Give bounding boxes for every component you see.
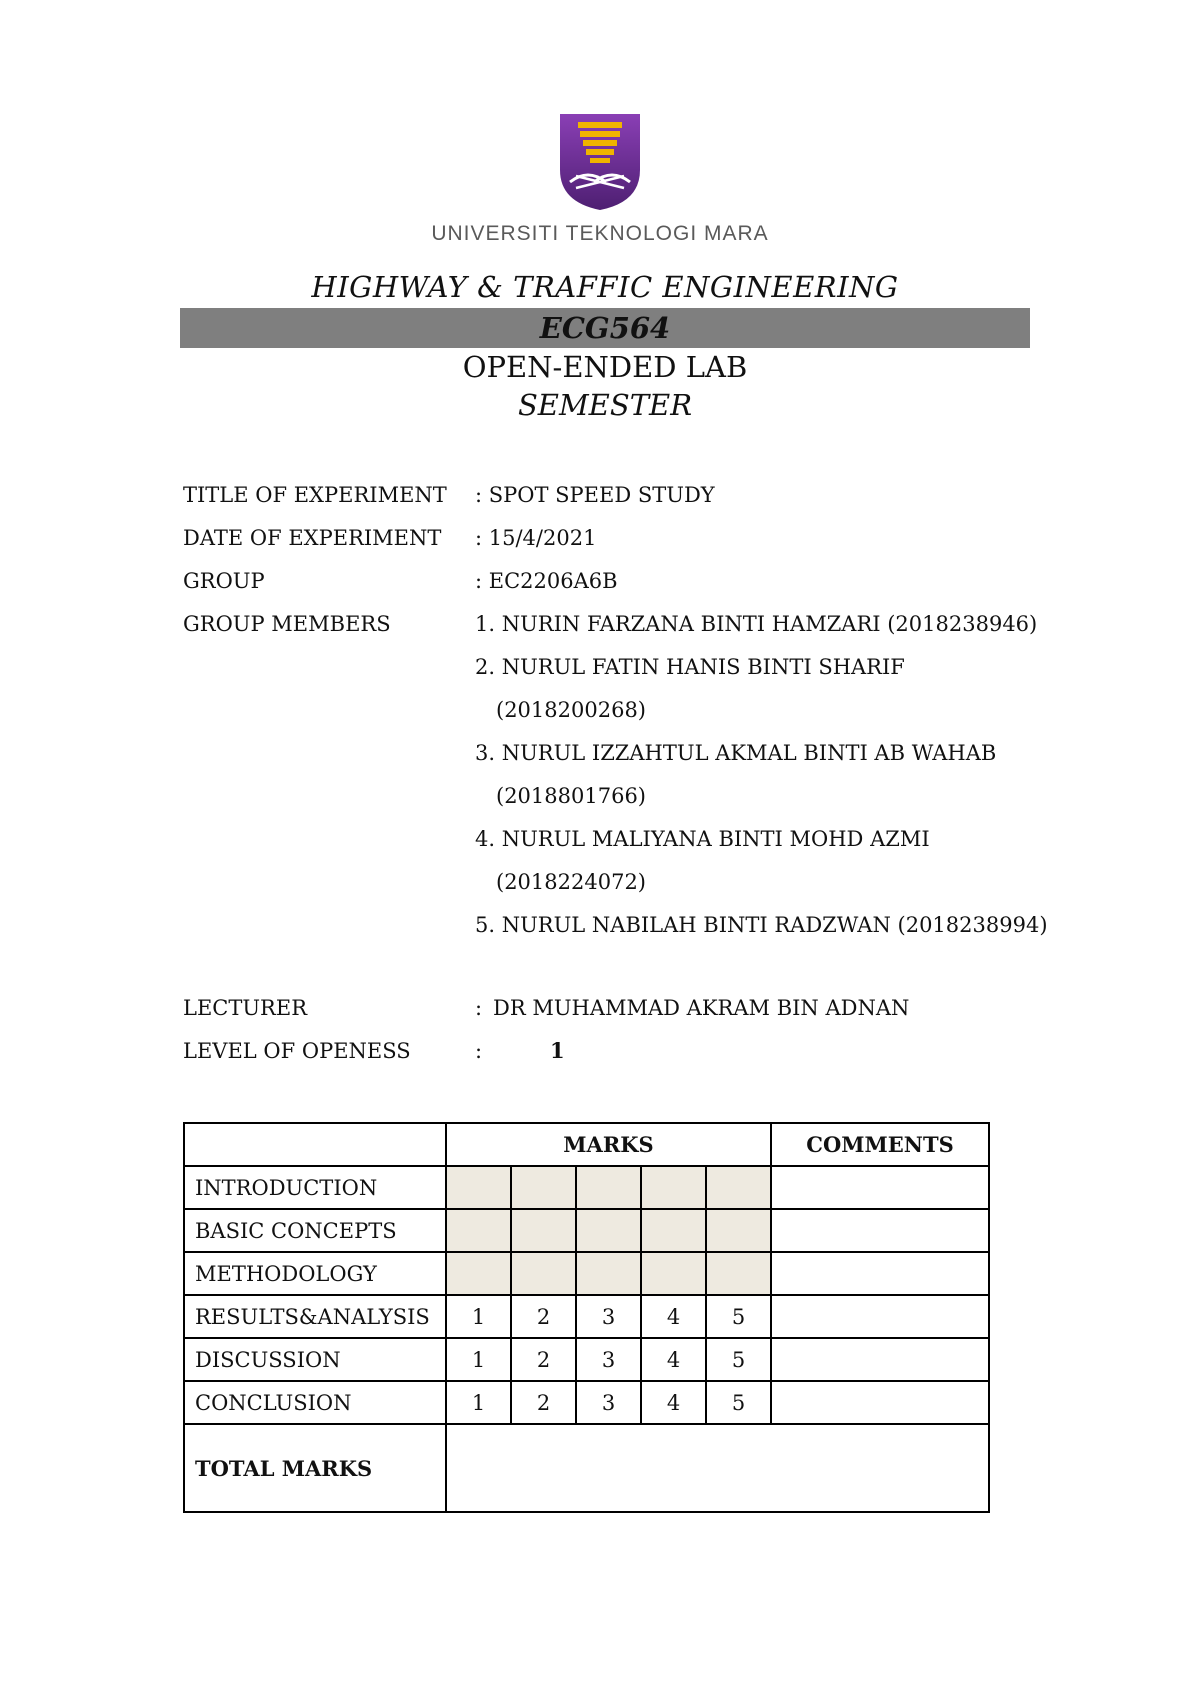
marks-table bbox=[183, 1122, 990, 1513]
row-label: INTRODUCTION bbox=[184, 1166, 446, 1209]
members-row bbox=[183, 609, 1048, 953]
mark-cell[interactable] bbox=[576, 1252, 641, 1295]
mark-cell[interactable] bbox=[511, 1252, 576, 1295]
list-item: (2018200268) bbox=[496, 698, 646, 722]
mark-cell[interactable] bbox=[641, 1209, 706, 1252]
mark-cell[interactable]: 1 bbox=[446, 1381, 511, 1424]
mark-cell[interactable]: 3 bbox=[576, 1381, 641, 1424]
comment-cell[interactable] bbox=[771, 1381, 989, 1424]
group-label: GROUP bbox=[183, 569, 265, 593]
title-label: TITLE OF EXPERIMENT bbox=[183, 483, 447, 507]
table-row bbox=[184, 1381, 989, 1424]
marks-header: MARKS bbox=[446, 1123, 771, 1166]
list-item: (2018224072) bbox=[496, 870, 646, 894]
mark-cell[interactable]: 2 bbox=[511, 1295, 576, 1338]
list-item: 5. NURUL NABILAH BINTI RADZWAN (2018238994) bbox=[475, 913, 1048, 937]
openness-value: 1 bbox=[550, 1038, 565, 1063]
lecturer-info bbox=[183, 993, 1033, 1079]
course-title: HIGHWAY & TRAFFIC ENGINEERING bbox=[311, 270, 899, 304]
mark-cell[interactable]: 3 bbox=[576, 1338, 641, 1381]
mark-cell[interactable] bbox=[576, 1166, 641, 1209]
list-item: 2. NURUL FATIN HANIS BINTI SHARIF bbox=[475, 655, 905, 679]
openness-row bbox=[183, 1036, 1033, 1079]
comments-header: COMMENTS bbox=[771, 1123, 989, 1166]
group-value: : EC2206A6B bbox=[475, 569, 618, 593]
table-header-row bbox=[184, 1123, 989, 1166]
members-list bbox=[475, 603, 1048, 947]
semester: SEMESTER bbox=[517, 388, 693, 422]
mark-cell[interactable] bbox=[511, 1209, 576, 1252]
mark-cell[interactable] bbox=[446, 1209, 511, 1252]
university-logo bbox=[0, 112, 1200, 246]
total-value-cell[interactable] bbox=[446, 1424, 989, 1512]
total-label: TOTAL MARKS bbox=[184, 1424, 446, 1512]
mark-cell[interactable] bbox=[706, 1166, 771, 1209]
mark-cell[interactable] bbox=[641, 1166, 706, 1209]
table-row bbox=[184, 1209, 989, 1252]
lab-type: OPEN-ENDED LAB bbox=[462, 350, 748, 384]
title-value: : SPOT SPEED STUDY bbox=[475, 483, 715, 507]
mark-cell[interactable]: 2 bbox=[511, 1381, 576, 1424]
mark-cell[interactable] bbox=[446, 1166, 511, 1209]
comment-cell[interactable] bbox=[771, 1295, 989, 1338]
list-item: (2018801766) bbox=[496, 784, 646, 808]
list-item: 3. NURUL IZZAHTUL AKMAL BINTI AB WAHAB bbox=[475, 741, 997, 765]
table-row bbox=[184, 1166, 989, 1209]
date-row bbox=[183, 523, 1033, 566]
table-row bbox=[184, 1252, 989, 1295]
lecturer-label: LECTURER bbox=[183, 996, 308, 1020]
title-row bbox=[183, 480, 1033, 523]
table-row bbox=[184, 1338, 989, 1381]
mark-cell[interactable]: 1 bbox=[446, 1295, 511, 1338]
mark-cell[interactable]: 5 bbox=[706, 1381, 771, 1424]
mark-cell[interactable]: 5 bbox=[706, 1338, 771, 1381]
lecturer-row bbox=[183, 993, 1033, 1036]
openness-label: LEVEL OF OPENESS bbox=[183, 1039, 411, 1063]
table-row bbox=[184, 1295, 989, 1338]
mark-cell[interactable]: 4 bbox=[641, 1295, 706, 1338]
mark-cell[interactable] bbox=[706, 1252, 771, 1295]
mark-cell[interactable] bbox=[576, 1209, 641, 1252]
lecturer-value: DR MUHAMMAD AKRAM BIN ADNAN bbox=[493, 996, 910, 1020]
mark-cell[interactable] bbox=[511, 1166, 576, 1209]
mark-cell[interactable]: 4 bbox=[641, 1338, 706, 1381]
total-row bbox=[184, 1424, 989, 1512]
openness-colon: : bbox=[475, 1039, 483, 1063]
mark-cell[interactable] bbox=[446, 1252, 511, 1295]
mark-cell[interactable]: 2 bbox=[511, 1338, 576, 1381]
table-cell bbox=[184, 1123, 446, 1166]
comment-cell[interactable] bbox=[771, 1252, 989, 1295]
mark-cell[interactable]: 5 bbox=[706, 1295, 771, 1338]
list-item: 4. NURUL MALIYANA BINTI MOHD AZMI bbox=[475, 827, 930, 851]
lecturer-colon: : bbox=[475, 996, 483, 1020]
list-item: 1. NURIN FARZANA BINTI HAMZARI (2018238946) bbox=[475, 612, 1038, 636]
date-value: : 15/4/2021 bbox=[475, 526, 597, 550]
row-label: RESULTS&ANALYSIS bbox=[184, 1295, 446, 1338]
members-label: GROUP MEMBERS bbox=[183, 612, 391, 636]
mark-cell[interactable] bbox=[641, 1252, 706, 1295]
comment-cell[interactable] bbox=[771, 1338, 989, 1381]
row-label: DISCUSSION bbox=[184, 1338, 446, 1381]
mark-cell[interactable]: 3 bbox=[576, 1295, 641, 1338]
mark-cell[interactable]: 4 bbox=[641, 1381, 706, 1424]
mark-cell[interactable] bbox=[706, 1209, 771, 1252]
comment-cell[interactable] bbox=[771, 1166, 989, 1209]
course-code-bar bbox=[180, 308, 1030, 348]
row-label: CONCLUSION bbox=[184, 1381, 446, 1424]
course-code: ECG564 bbox=[539, 311, 671, 345]
row-label: METHODOLOGY bbox=[184, 1252, 446, 1295]
mark-cell[interactable]: 1 bbox=[446, 1338, 511, 1381]
experiment-info bbox=[183, 480, 1048, 953]
comment-cell[interactable] bbox=[771, 1209, 989, 1252]
row-label: BASIC CONCEPTS bbox=[184, 1209, 446, 1252]
date-label: DATE OF EXPERIMENT bbox=[183, 526, 442, 550]
university-name: UNIVERSITI TEKNOLOGI MARA bbox=[431, 222, 769, 245]
university-crest-icon bbox=[558, 112, 642, 212]
